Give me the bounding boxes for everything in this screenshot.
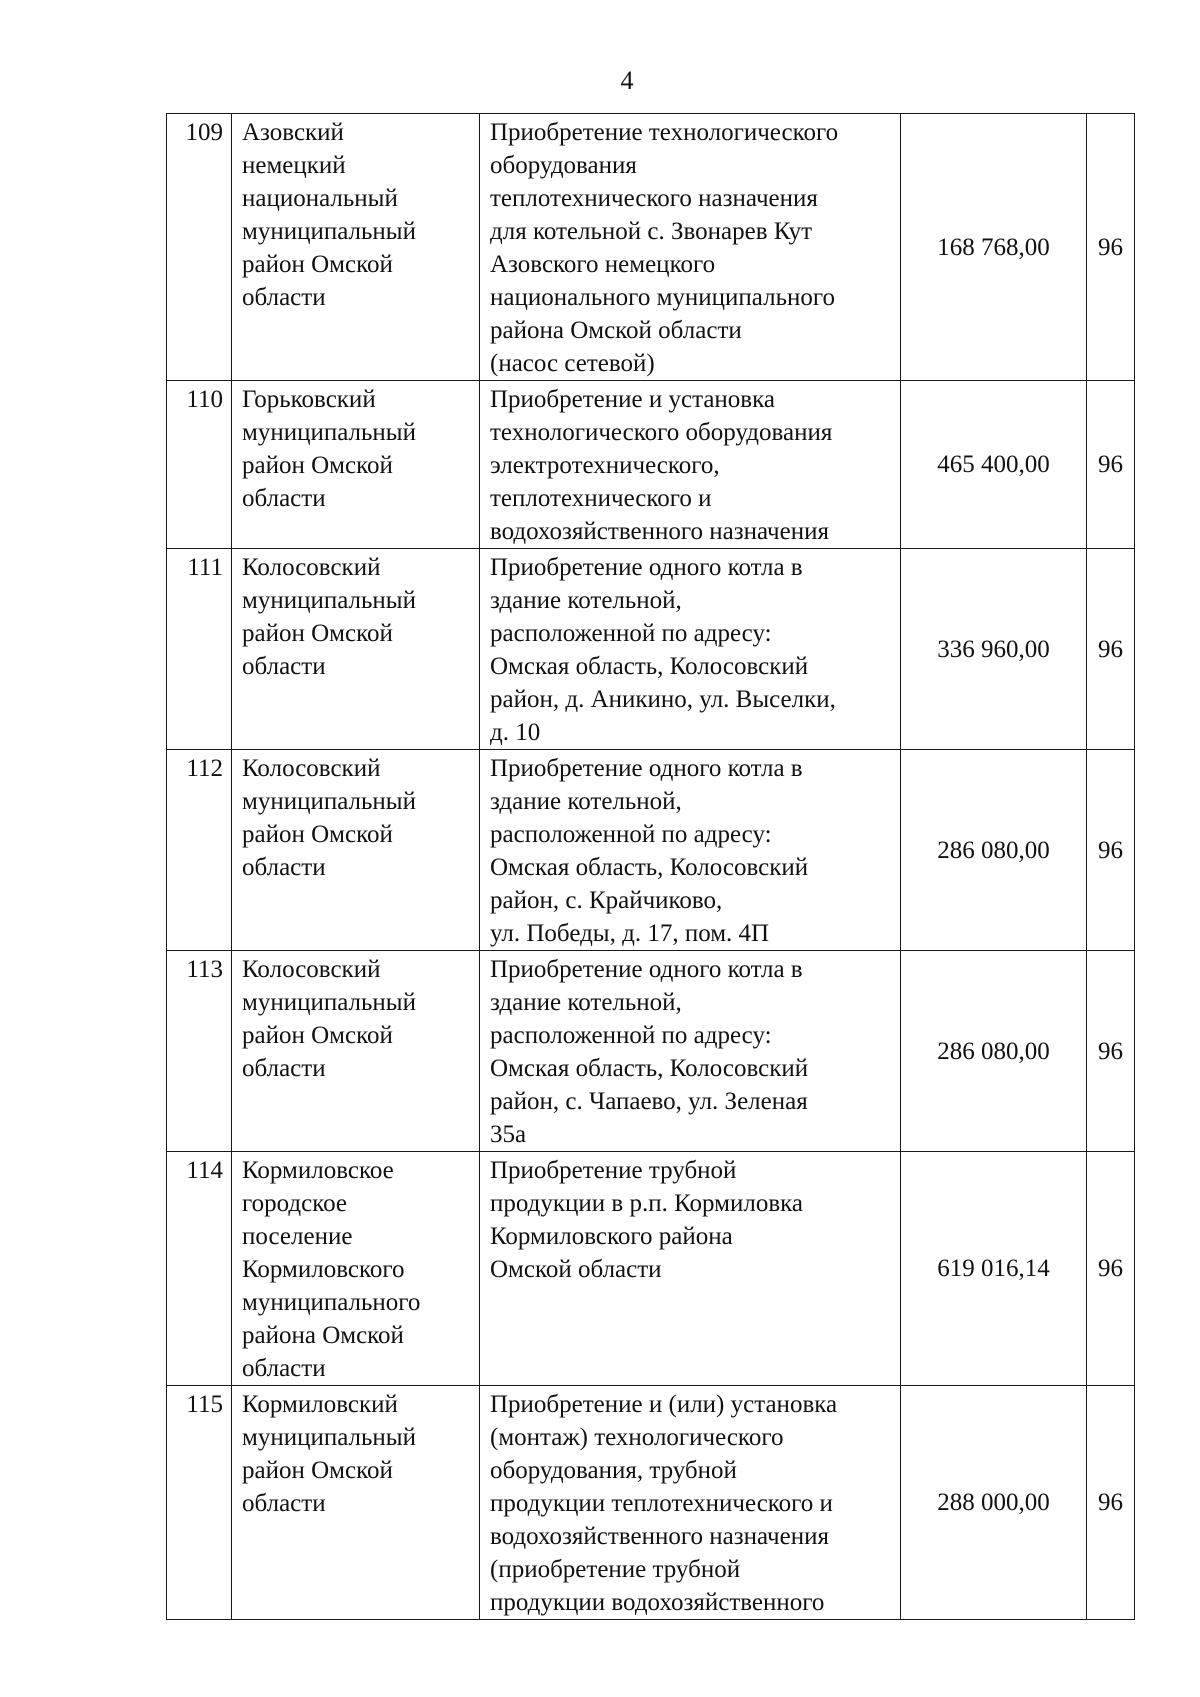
municipality-line: район Омской: [242, 251, 393, 278]
description-line: ул. Победы, д. 17, пом. 4П: [490, 920, 770, 947]
municipality-line: муниципальный: [242, 989, 416, 1016]
description-line: Омская область, Колосовский: [490, 1055, 809, 1082]
description-line: Приобретение одного котла в: [490, 956, 803, 983]
row-number: 111: [167, 549, 232, 750]
description-line: здание котельной,: [490, 587, 682, 614]
row-number: 112: [167, 750, 232, 951]
municipality-line: район Омской: [242, 1022, 393, 1049]
municipality-cell: [232, 114, 480, 381]
description-cell: [480, 549, 901, 750]
description-cell: [480, 750, 901, 951]
description-line: расположенной по адресу:: [490, 620, 772, 647]
description-line: Приобретение одного котла в: [490, 554, 803, 581]
amount-cell: 286 080,00: [901, 951, 1087, 1152]
municipality-cell: [232, 951, 480, 1152]
percent-cell: 96: [1087, 549, 1135, 750]
municipality-line: район Омской: [242, 620, 393, 647]
description-line: продукции теплотехнического и: [490, 1490, 833, 1517]
municipality-line: муниципальный: [242, 788, 416, 815]
municipality-line: Кормиловское: [242, 1157, 394, 1184]
description-line: технологического оборудования: [490, 419, 833, 446]
description-line: Приобретение и установка: [490, 386, 775, 413]
description-line: водохозяйственного назначения: [490, 518, 829, 545]
row-number: 113: [167, 951, 232, 1152]
description-line: здание котельной,: [490, 989, 682, 1016]
municipality-line: муниципального: [242, 1289, 421, 1316]
description-line: 35а: [490, 1121, 527, 1148]
description-line: электротехнического,: [490, 452, 720, 479]
description-line: водохозяйственного назначения: [490, 1523, 829, 1550]
description-line: оборудования: [490, 152, 637, 179]
table-row: [167, 1386, 1135, 1620]
table-row: [167, 549, 1135, 750]
municipality-line: городское: [242, 1190, 348, 1217]
municipality-line: район Омской: [242, 452, 393, 479]
description-line: Кормиловского района: [490, 1223, 733, 1250]
table-row: [167, 381, 1135, 549]
description-line: район, с. Крайчиково,: [490, 887, 723, 914]
description-cell: [480, 1386, 901, 1620]
description-line: (приобретение трубной: [490, 1556, 741, 1583]
municipality-line: области: [242, 1355, 326, 1382]
description-line: Приобретение трубной: [490, 1157, 737, 1184]
municipality-line: муниципальный: [242, 218, 416, 245]
row-number: 109: [167, 114, 232, 381]
description-line: для котельной с. Звонарев Кут: [490, 218, 812, 245]
description-line: Приобретение технологического: [490, 119, 839, 146]
description-line: оборудования, трубной: [490, 1457, 737, 1484]
description-cell: [480, 114, 901, 381]
municipality-line: муниципальный: [242, 1424, 416, 1451]
description-line: продукции водохозяйственного: [490, 1589, 825, 1616]
municipality-line: области: [242, 653, 326, 680]
description-line: район, с. Чапаево, ул. Зеленая: [490, 1088, 808, 1115]
municipality-line: области: [242, 1055, 326, 1082]
page-number: 4: [620, 66, 634, 95]
description-line: Азовского немецкого: [490, 251, 716, 278]
percent-cell: 96: [1087, 750, 1135, 951]
municipality-cell: [232, 1386, 480, 1620]
row-number: 115: [167, 1386, 232, 1620]
table-row: [167, 750, 1135, 951]
description-line: Омской области: [490, 1256, 662, 1283]
percent-cell: 96: [1087, 381, 1135, 549]
description-line: (монтаж) технологического: [490, 1424, 784, 1451]
amount-cell: 465 400,00: [901, 381, 1087, 549]
municipality-line: немецкий: [242, 152, 346, 179]
municipality-line: национальный: [242, 185, 398, 212]
description-line: район, д. Аникино, ул. Выселки,: [490, 686, 836, 713]
description-cell: [480, 381, 901, 549]
subsidy-table: [166, 113, 1135, 1620]
row-number: 110: [167, 381, 232, 549]
description-line: д. 10: [490, 719, 541, 746]
percent-cell: 96: [1087, 114, 1135, 381]
table-row: [167, 1152, 1135, 1386]
percent-cell: 96: [1087, 1386, 1135, 1620]
amount-cell: 336 960,00: [901, 549, 1087, 750]
description-line: расположенной по адресу:: [490, 821, 772, 848]
description-line: национального муниципального: [490, 284, 835, 311]
municipality-cell: [232, 381, 480, 549]
row-number: 114: [167, 1152, 232, 1386]
municipality-line: поселение: [242, 1223, 353, 1250]
municipality-line: Кормиловского: [242, 1256, 405, 1283]
description-line: теплотехнического назначения: [490, 185, 818, 212]
amount-cell: 619 016,14: [901, 1152, 1087, 1386]
description-line: здание котельной,: [490, 788, 682, 815]
municipality-cell: [232, 549, 480, 750]
description-line: района Омской области: [490, 317, 742, 344]
description-line: (насос сетевой): [490, 350, 655, 377]
description-line: расположенной по адресу:: [490, 1022, 772, 1049]
description-cell: [480, 1152, 901, 1386]
table-row: [167, 951, 1135, 1152]
municipality-cell: [232, 1152, 480, 1386]
municipality-line: области: [242, 284, 326, 311]
municipality-line: район Омской: [242, 821, 393, 848]
municipality-line: район Омской: [242, 1457, 393, 1484]
table-row: [167, 114, 1135, 381]
description-line: Приобретение одного котла в: [490, 755, 803, 782]
municipality-line: области: [242, 1490, 326, 1517]
municipality-cell: [232, 750, 480, 951]
municipality-line: Горьковский: [242, 386, 376, 413]
percent-cell: 96: [1087, 951, 1135, 1152]
municipality-line: района Омской: [242, 1322, 404, 1349]
municipality-line: муниципальный: [242, 587, 416, 614]
description-line: теплотехнического и: [490, 485, 712, 512]
table-body: [167, 114, 1135, 1620]
municipality-line: Кормиловский: [242, 1391, 398, 1418]
amount-cell: 288 000,00: [901, 1386, 1087, 1620]
municipality-line: Колосовский: [242, 956, 381, 983]
amount-cell: 286 080,00: [901, 750, 1087, 951]
description-line: Приобретение и (или) установка: [490, 1391, 838, 1418]
municipality-line: Колосовский: [242, 755, 381, 782]
municipality-line: Азовский: [242, 119, 344, 146]
municipality-line: области: [242, 485, 326, 512]
municipality-line: области: [242, 854, 326, 881]
municipality-line: Колосовский: [242, 554, 381, 581]
municipality-line: муниципальный: [242, 419, 416, 446]
description-line: продукции в р.п. Кормиловка: [490, 1190, 803, 1217]
description-line: Омская область, Колосовский: [490, 854, 809, 881]
description-line: Омская область, Колосовский: [490, 653, 809, 680]
description-cell: [480, 951, 901, 1152]
percent-cell: 96: [1087, 1152, 1135, 1386]
amount-cell: 168 768,00: [901, 114, 1087, 381]
